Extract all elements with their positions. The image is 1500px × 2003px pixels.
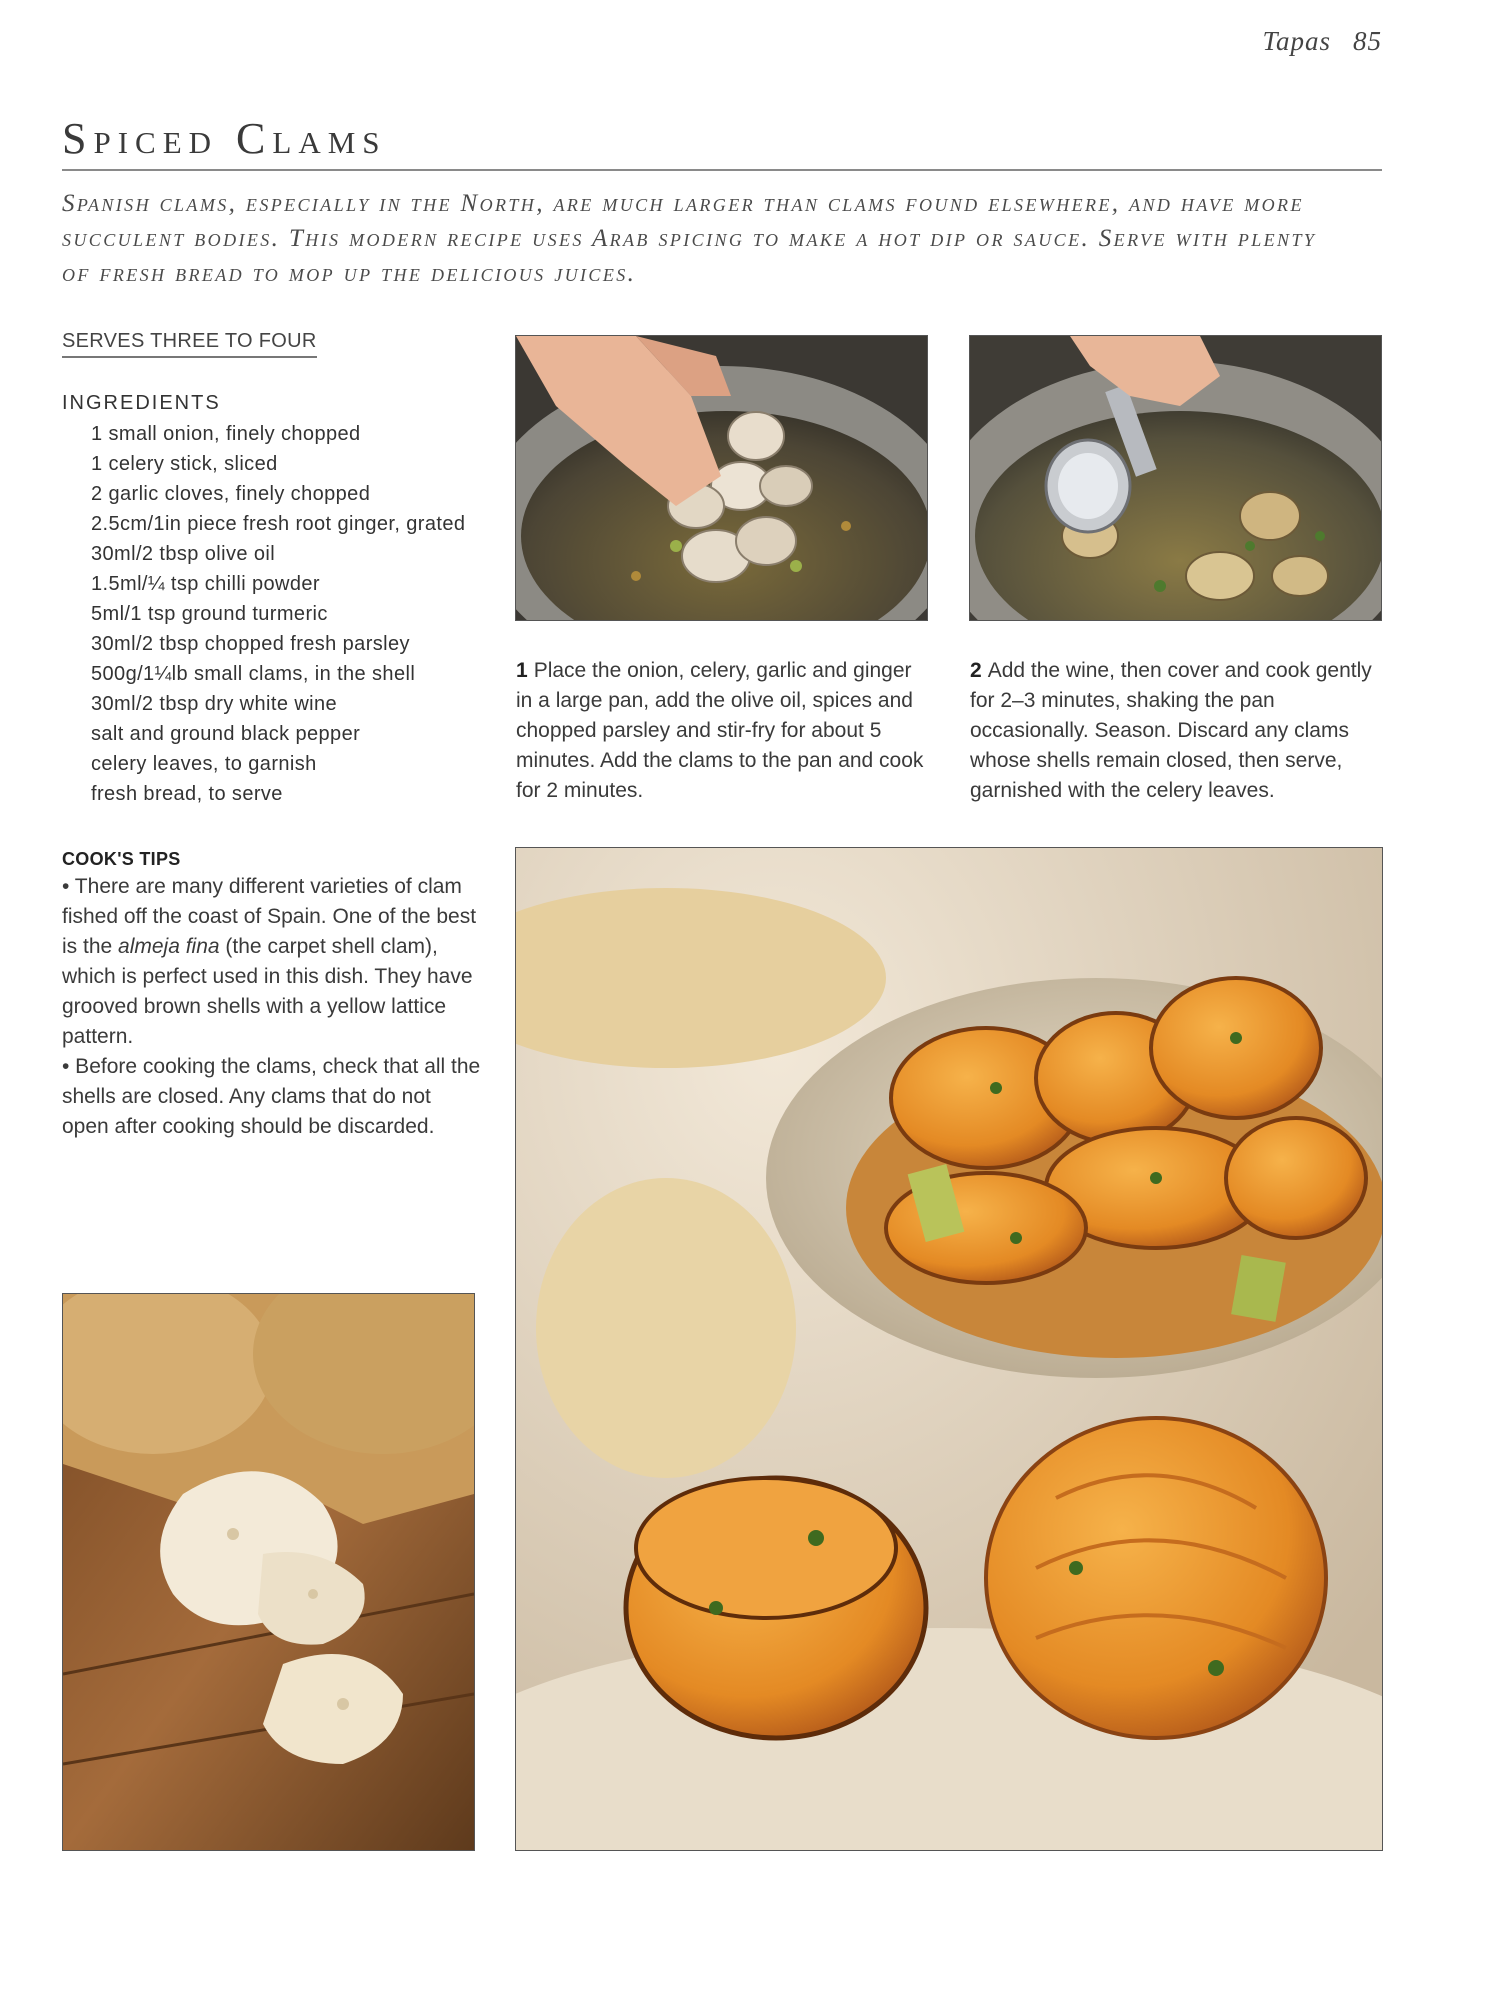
page-number: 85 [1353,26,1382,56]
ingredients-heading: INGREDIENTS [62,392,221,414]
ingredient-item: 30ml/2 tbsp chopped fresh parsley [91,633,410,655]
step-1 [516,656,926,806]
ingredient-item: 1.5ml/¼ tsp chilli powder [91,573,320,595]
step-2-photo [969,335,1382,621]
ingredient-item: 2 garlic cloves, finely chopped [91,483,371,505]
left-column [62,330,482,1142]
bread-photo-image [63,1294,474,1850]
main-dish-photo [515,847,1383,1851]
ingredient-item: 30ml/2 tbsp dry white wine [91,693,338,715]
tip-1-italic: almeja fina [118,935,220,958]
main-dish-photo-image [516,848,1382,1850]
ingredient-item: 5ml/1 tsp ground turmeric [91,603,328,625]
section-name: Tapas [1262,26,1331,56]
step-2-text: Add the wine, then cover and cook gently for 2–3 minutes, shaking the pan occasionally. Season. Discard any clams whose shells remain closed, then serve, garnished with the celery leaves. [970,659,1372,802]
step-1-text: Place the onion, celery, garlic and ginger in a large pan, add the olive oil, spices and chopped parsley and stir-fry for about 5 minutes. Add the clams to the pan and cook for 2 minutes. [516,659,924,802]
title-rule [62,169,1382,171]
step-2 [970,656,1380,806]
ingredient-item: 30ml/2 tbsp olive oil [91,543,276,565]
recipe-title: Spiced Clams [62,114,387,163]
tip-1: • There are many different varieties of clam fished off the coast of Spain. One of the best is the almeja fina (the carpet shell clam), which is perfect used in this dish. They have grooved brown shells with a yellow lattice pattern. [62,875,477,1048]
running-header [1262,26,1382,57]
ingredient-item: fresh bread, to serve [91,783,283,805]
cooks-tips [62,872,482,1142]
tip-2: • Before cooking the clams, check that all the shells are closed. Any clams that do not open after cooking should be discarded. [62,1055,481,1138]
step-2-photo-image [970,336,1381,620]
cooks-tips-heading: COOK'S TIPS [62,849,181,869]
step-1-number: 1 [516,659,528,682]
step-1-photo [515,335,928,621]
serves-label: SERVES THREE TO FOUR [62,330,317,358]
recipe-intro: Spanish clams, especially in the North, are much larger than clams found elsewhere, and have more succulent bodies. This modern recipe uses Arab spicing to make a hot dip or sauce. Serve with plenty of fresh bread to mop up the delicious juices. [62,190,1317,287]
ingredient-item: salt and ground black pepper [91,723,361,745]
ingredients-list [91,419,482,809]
step-1-photo-image [516,336,927,620]
ingredient-item: 1 small onion, finely chopped [91,423,361,445]
bread-photo [62,1293,475,1851]
ingredient-item: 1 celery stick, sliced [91,453,278,475]
ingredient-item: 2.5cm/1in piece fresh root ginger, grated [91,513,466,535]
ingredient-item: 500g/1¼lb small clams, in the shell [91,663,416,685]
step-2-number: 2 [970,659,982,682]
ingredient-item: celery leaves, to garnish [91,753,317,775]
